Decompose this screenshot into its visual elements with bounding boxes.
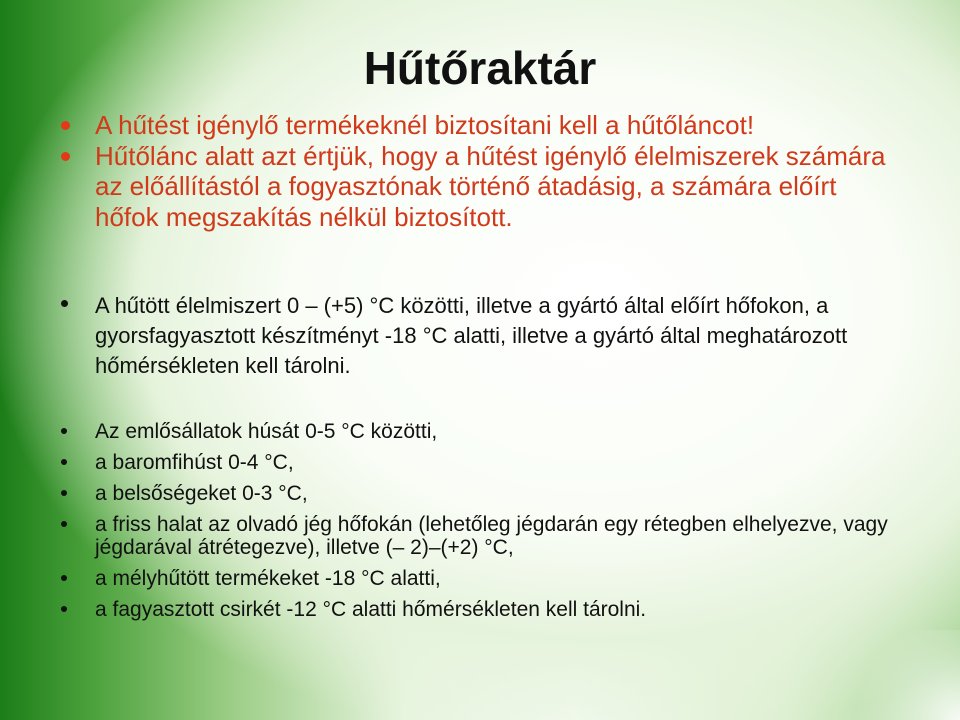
primary-bullet-list bbox=[0, 110, 960, 232]
bullet-text: A hűtést igénylő termékeknél biztosítani kell a hűtőláncot! bbox=[95, 110, 755, 140]
slide-title: Hűtőraktár bbox=[363, 42, 597, 94]
bullet-text: A hűtött élelmiszert 0 – (+5) °C közötti, illetve a gyártó által előírt hőfokon, a gyorsfagyasztott készítményt -18 °C alatti, illetve a gyártó által meghatározott hőmérsékleten kell tárolni. bbox=[95, 293, 848, 378]
bullet-dot-icon bbox=[61, 606, 67, 612]
bullet-dot-icon bbox=[61, 459, 67, 465]
list-item bbox=[0, 291, 960, 381]
list-item bbox=[0, 482, 960, 505]
bullet-text: a fagyasztott csirkét -12 °C alatti hőmérsékleten kell tárolni. bbox=[95, 598, 647, 621]
storage-temperature-list bbox=[0, 420, 960, 629]
bullet-text: a mélyhűtött termékeket -18 °C alatti, bbox=[95, 567, 441, 590]
list-item bbox=[0, 420, 960, 443]
list-item bbox=[0, 513, 960, 559]
list-item bbox=[0, 451, 960, 474]
bullet-text: a baromfihúst 0-4 °C, bbox=[95, 451, 294, 474]
bullet-dot-icon bbox=[61, 521, 67, 527]
bullet-text: a friss halat az olvadó jég hőfokán (lehetőleg jégdarán egy rétegben elhelyezve, vagy jégdarával átrétegezve), illetve (– 2)–(+2) °C, bbox=[95, 513, 888, 559]
list-item bbox=[0, 598, 960, 621]
bullet-dot-icon bbox=[61, 490, 67, 496]
decorative-corner-glow bbox=[840, 630, 960, 720]
bullet-dot-icon bbox=[61, 300, 68, 307]
list-item bbox=[0, 141, 960, 233]
list-item bbox=[0, 110, 960, 141]
bullet-dot-icon bbox=[61, 575, 67, 581]
bullet-dot-icon bbox=[61, 121, 70, 130]
bullet-text: Az emlősállatok húsát 0-5 °C közötti, bbox=[95, 420, 438, 443]
bullet-text: Hűtőlánc alatt azt értjük, hogy a hűtést igénylő élelmiszerek számára az előállítástól a fogyasztónak történő átadásig, a számára előírt hőfok megszakítás nélkül biztosított. bbox=[95, 140, 886, 232]
bullet-dot-icon bbox=[61, 428, 67, 434]
bullet-dot-icon bbox=[61, 152, 70, 161]
bullet-text: a belsőségeket 0-3 °C, bbox=[95, 482, 308, 505]
list-item bbox=[0, 567, 960, 590]
secondary-bullet-list bbox=[0, 291, 960, 381]
